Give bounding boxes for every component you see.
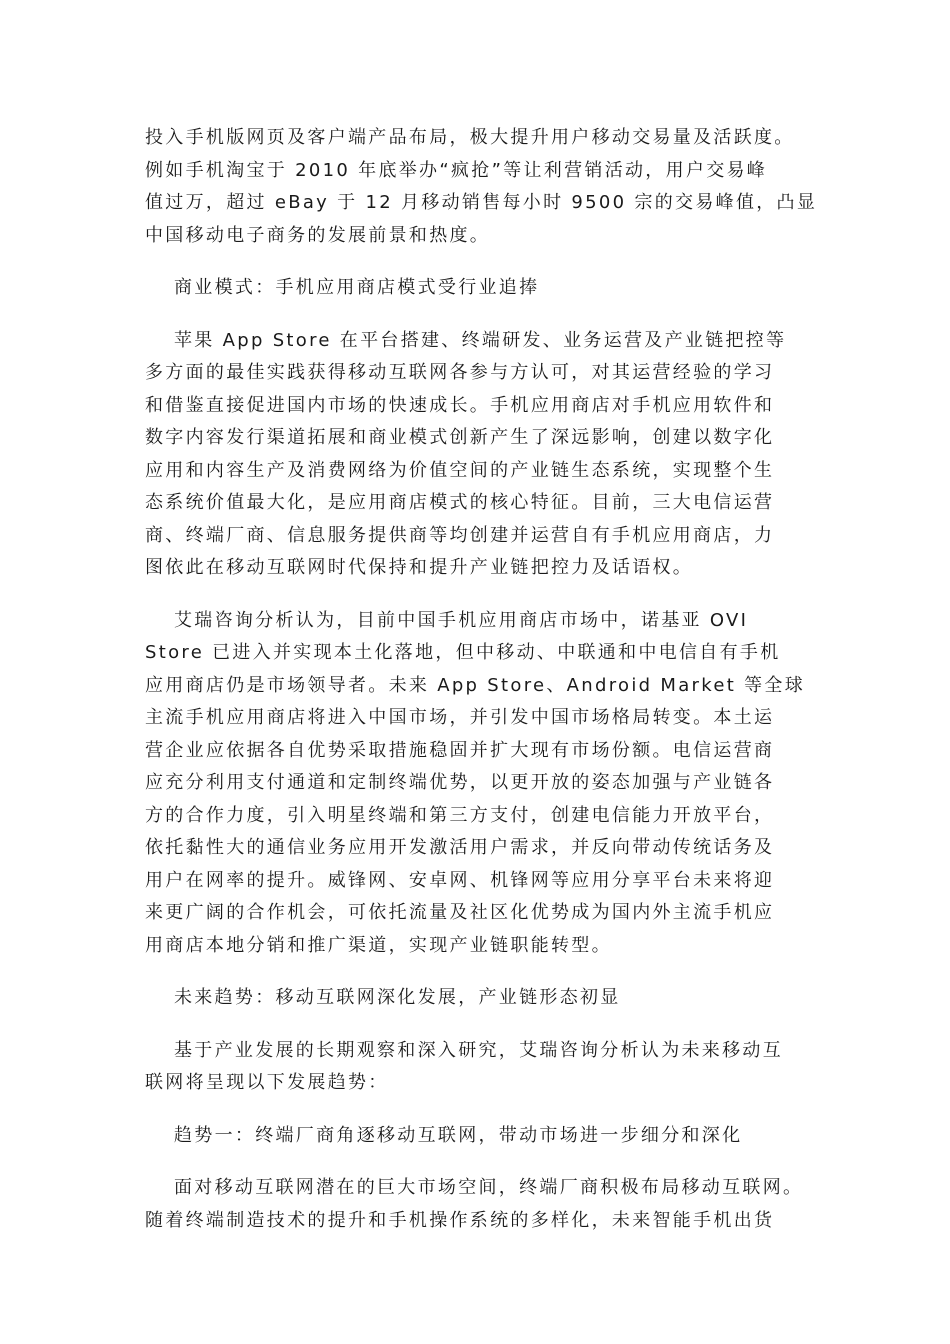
text-line: 应用和内容生产及消费网络为价值空间的产业链生态系统，实现整个生 bbox=[145, 459, 775, 481]
text-line: 投入手机版网页及客户端产品布局，极大提升用户移动交易量及活跃度。 bbox=[145, 127, 795, 148]
text-line: 用商店本地分销和推广渠道，实现产业链职能转型。 bbox=[145, 934, 612, 956]
text-line: 未来趋势：移动互联网深化发展，产业链形态初显 bbox=[174, 987, 621, 1008]
text-line: 来更广阔的合作机会，可依托流量及社区化优势成为国内外主流手机应 bbox=[145, 902, 775, 923]
paragraph bbox=[145, 982, 825, 1015]
text-line: 和借鉴直接促进国内市场的快速成长。手机应用商店对手机应用软件和 bbox=[145, 394, 775, 416]
paragraph bbox=[145, 605, 825, 963]
document-page bbox=[145, 122, 825, 1257]
text-line: 依托黏性大的通信业务应用开发激活用户需求，并反向带动传统话务及 bbox=[145, 837, 775, 858]
text-line: 苹果 App Store 在平台搭建、终端研发、业务运营及产业链把控等 bbox=[174, 329, 787, 351]
text-line: 数字内容发行渠道拓展和商业模式创新产生了深远影响，创建以数字化 bbox=[145, 427, 775, 448]
text-line: 用户在网率的提升。威锋网、安卓网、机锋网等应用分享平台未来将迎 bbox=[145, 869, 775, 891]
text-line: 趋势一：终端厂商角逐移动互联网，带动市场进一步细分和深化 bbox=[174, 1124, 743, 1146]
text-line: 方的合作力度，引入明星终端和第三方支付，创建电信能力开放平台， bbox=[145, 804, 775, 826]
text-line: 中国移动电子商务的发展前景和热度。 bbox=[145, 224, 491, 246]
text-line: 基于产业发展的长期观察和深入研究，艾瑞咨询分析认为未来移动互 bbox=[174, 1039, 783, 1061]
text-line: 主流手机应用商店将进入中国市场，并引发中国市场格局转变。本土运 bbox=[145, 707, 775, 728]
text-line: 营企业应依据各自优势采取措施稳固并扩大现有市场份额。电信运营商 bbox=[145, 739, 775, 761]
text-line: 图依此在移动互联网时代保持和提升产业链把控力及话语权。 bbox=[145, 557, 694, 578]
text-line: 例如手机淘宝于 2010 年底举办“疯抢”等让利营销活动，用户交易峰 bbox=[145, 159, 768, 181]
text-line: 多方面的最佳实践获得移动互联网各参与方认可，对其运营经验的学习 bbox=[145, 362, 775, 383]
text-line: 态系统价值最大化，是应用商店模式的核心特征。目前，三大电信运营 bbox=[145, 492, 775, 513]
paragraph bbox=[145, 1035, 825, 1100]
text-line: 艾瑞咨询分析认为，目前中国手机应用商店市场中，诺基亚 OVI bbox=[174, 609, 749, 631]
paragraph bbox=[145, 272, 825, 305]
text-line: 值过万，超过 eBay 于 12 月移动销售每小时 9500 宗的交易峰值，凸显 bbox=[145, 192, 818, 213]
text-line: 应充分利用支付通道和定制终端优势，以更开放的姿态加强与产业链各 bbox=[145, 772, 775, 793]
paragraph bbox=[145, 325, 825, 585]
text-line: 面对移动互联网潜在的巨大市场空间，终端厂商积极布局移动互联网。 bbox=[174, 1177, 804, 1198]
text-line: 联网将呈现以下发展趋势： bbox=[145, 1072, 389, 1093]
text-line: Store 已进入并实现本土化落地，但中移动、中联通和中电信自有手机 bbox=[145, 642, 781, 663]
paragraph bbox=[145, 1172, 825, 1237]
paragraph bbox=[145, 122, 825, 252]
text-line: 商业模式：手机应用商店模式受行业追捧 bbox=[174, 277, 540, 298]
paragraph bbox=[145, 1120, 825, 1153]
text-line: 应用商店仍是市场领导者。未来 App Store、Android Market 等全球 bbox=[145, 674, 805, 696]
text-line: 随着终端制造技术的提升和手机操作系统的多样化，未来智能手机出货 bbox=[145, 1209, 775, 1231]
text-line: 商、终端厂商、信息服务提供商等均创建并运营自有手机应用商店，力 bbox=[145, 524, 775, 546]
